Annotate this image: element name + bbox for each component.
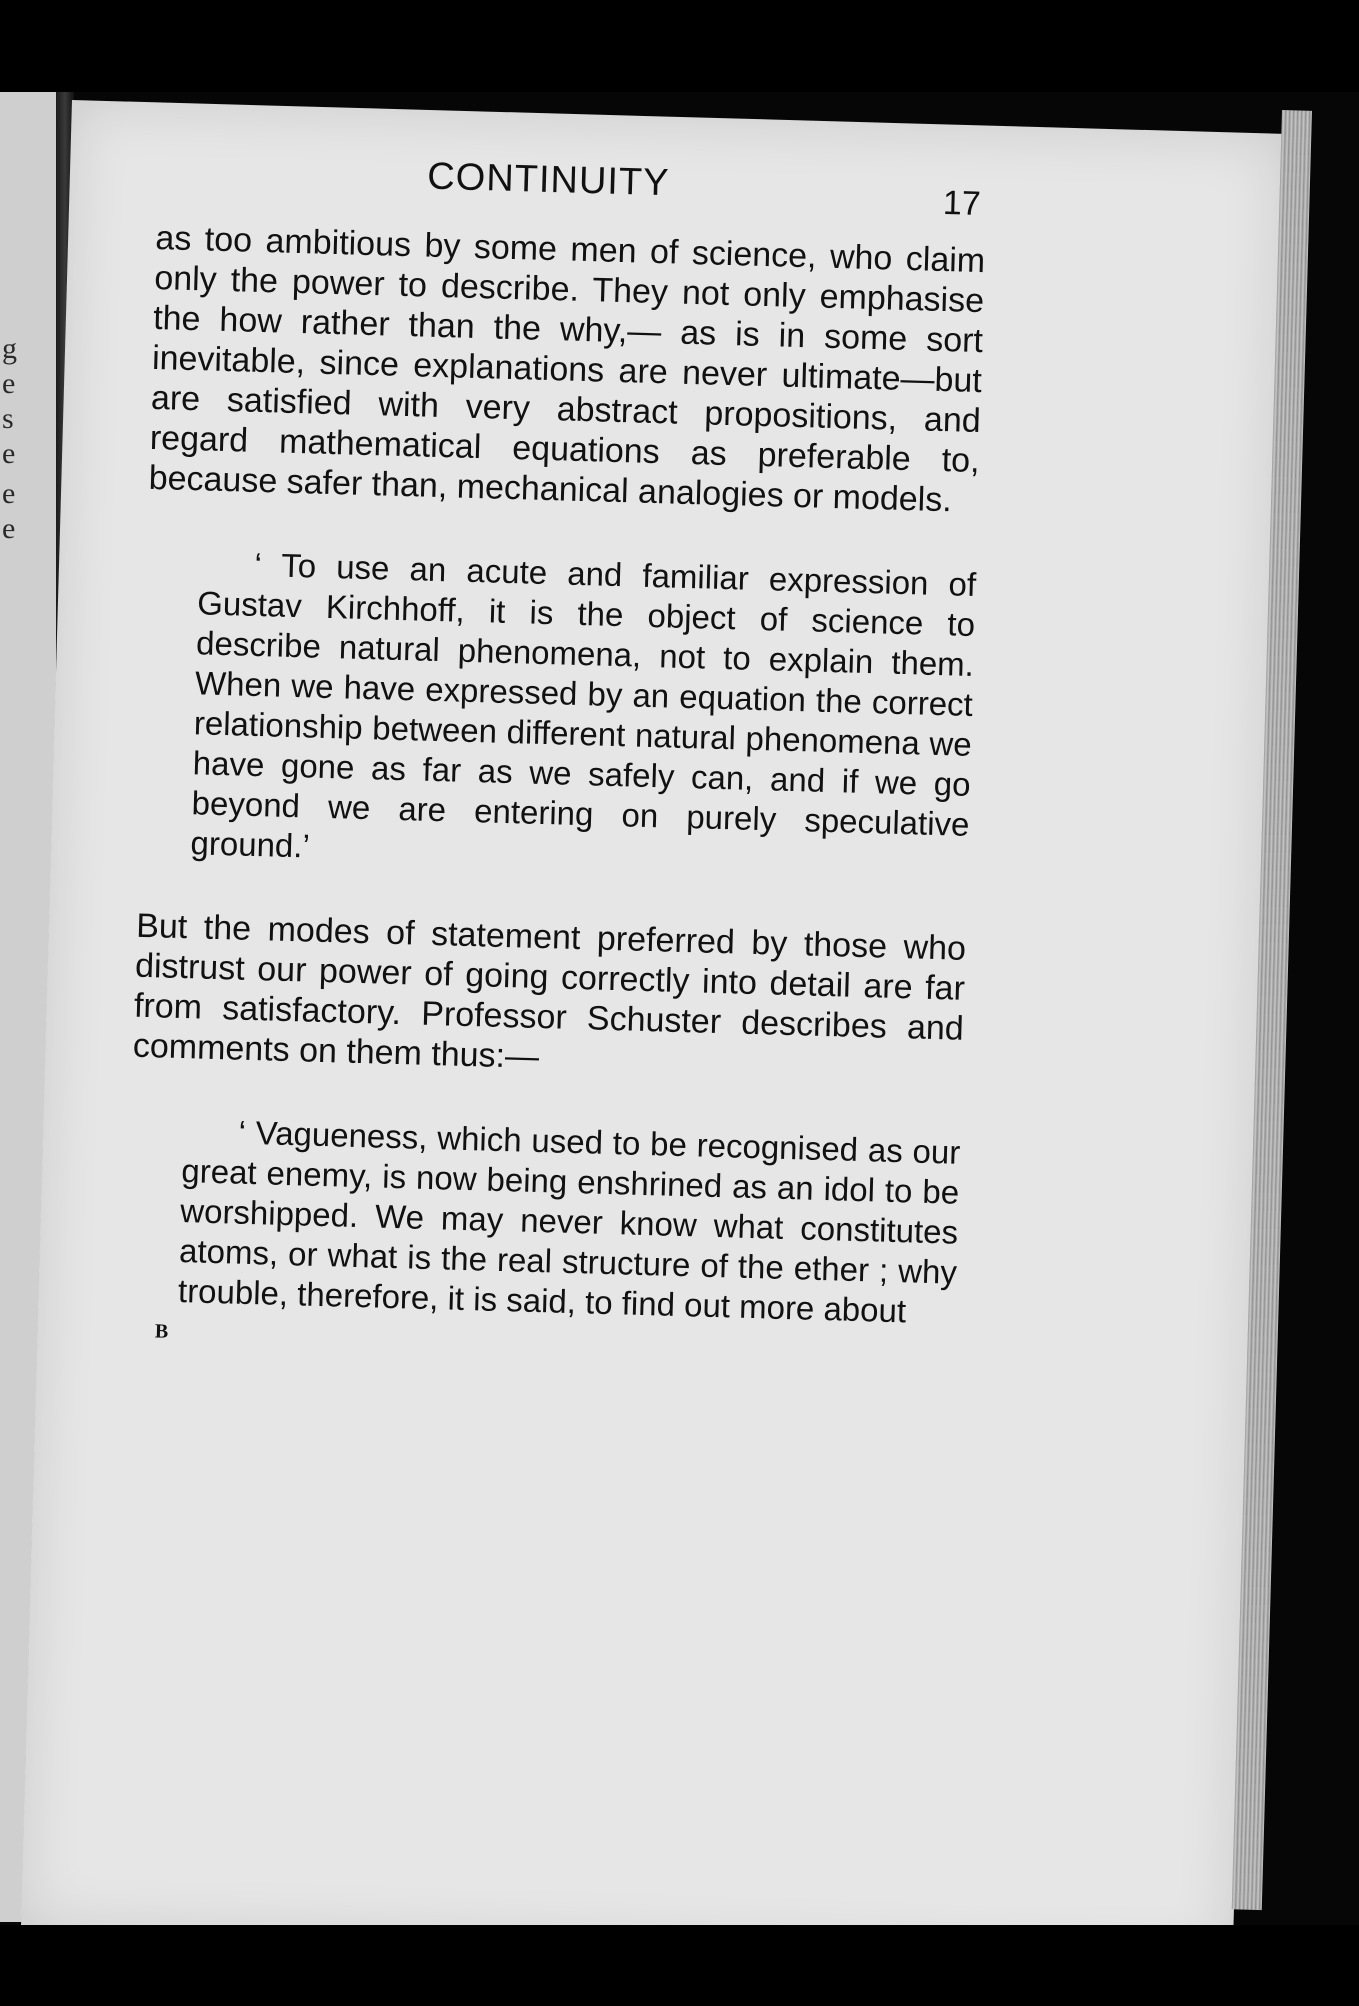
page-number: 17 bbox=[942, 183, 982, 223]
chapter-title: CONTINUITY bbox=[426, 155, 671, 205]
left-edge-char: e bbox=[2, 437, 16, 470]
left-edge-char: e bbox=[2, 477, 16, 510]
left-edge-char: e bbox=[2, 367, 16, 400]
scan-top-border bbox=[0, 0, 1359, 92]
block-quote: ‘ To use an acute and familiar expression of Gustav Kirchhoff, it is the object of science to describe natural phenomena, not to explain them. When we have expressed by an equation the correct relationship between different natural phenomena we have gone as far as we safely can, and if we go beyond we are entering on purely speculative ground.’ bbox=[190, 545, 977, 865]
body-paragraph: But the modes of statement preferred by those who distrust our power of going correctly into detail are far from satisfactory. Professor Schuster describes and comments on them thus:— bbox=[132, 906, 967, 1076]
body-paragraph: as too ambitious by some men of science, who claim only the power to describe. They not only emphasise the how rather than the why,— as is in some sort inevitable, since explanations are never ultimate—but are satisfied with very abstract propositions, and regard mathematical equations as preferable to, because safer than, mechanical analogies or models. bbox=[148, 218, 986, 520]
scan-bottom-border bbox=[0, 1925, 1359, 2006]
left-edge-char: e bbox=[2, 512, 16, 545]
left-edge-char: g bbox=[2, 332, 17, 365]
page-text bbox=[125, 148, 988, 1366]
block-quote: ‘ Vagueness, which used to be recognised as our great enemy, is now being enshrined as an idol to be worshipped. We may never know what constitutes atoms, or what is the real structure of the ether ; why trouble, therefore, it is said, to find out more about bbox=[177, 1113, 961, 1330]
left-edge-char: s bbox=[2, 402, 14, 435]
signature-mark: B bbox=[154, 1320, 169, 1343]
